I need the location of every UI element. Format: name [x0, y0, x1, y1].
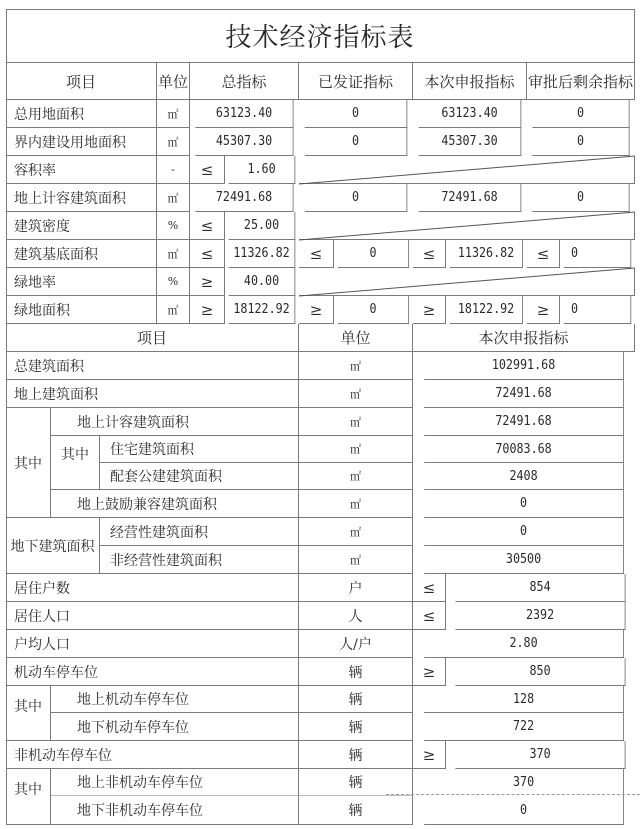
row-total: 11326.82 [229, 240, 296, 268]
row-unit: ㎡ [299, 518, 413, 546]
row-symbol: ≥ [413, 741, 446, 769]
row-unit: ㎡ [299, 408, 413, 436]
row-value: 72491.68 [424, 380, 624, 408]
merged-empty-cell [299, 156, 635, 184]
row-current: 18122.92 [450, 296, 523, 324]
bottom-header-item: 项目 [6, 324, 299, 352]
group-label-residential-of-which: 其中 [51, 436, 100, 490]
row-symbol: ≤ [413, 602, 446, 630]
row-item: 地上建筑面积 [6, 380, 299, 408]
row-item: 地上非机动车停车位 [51, 769, 299, 796]
row-item: 居住户数 [6, 574, 299, 602]
row-remaining-symbol: ≤ [527, 240, 560, 268]
row-item: 容积率 [6, 156, 157, 184]
row-value: 0 [424, 490, 624, 518]
row-total-symbol: ≤ [190, 240, 225, 268]
row-item: 界内建设用地面积 [6, 128, 157, 156]
row-total: 40.00 [229, 268, 296, 296]
row-value: 370 [424, 769, 624, 796]
row-item: 住宅建筑面积 [100, 436, 299, 463]
row-value: 722 [424, 713, 624, 741]
row-item: 非经营性建筑面积 [100, 546, 299, 574]
row-current-symbol: ≥ [413, 296, 446, 324]
dashed-separator-line [386, 794, 640, 795]
row-symbol: ≥ [413, 658, 446, 686]
row-remaining: 0 [564, 296, 632, 324]
row-value: 102991.68 [424, 352, 624, 380]
row-item: 地上鼓励兼容建筑面积 [51, 490, 299, 518]
row-unit: 辆 [299, 741, 413, 769]
row-remaining-symbol: ≥ [527, 296, 560, 324]
row-current: 72491.68 [419, 184, 522, 212]
row-item: 居住人口 [6, 602, 299, 630]
row-value: 2408 [424, 463, 624, 490]
merged-empty-cell [299, 268, 635, 296]
row-item: 户均人口 [6, 630, 299, 658]
row-issued-symbol: ≥ [299, 296, 334, 324]
row-current-symbol: ≤ [413, 240, 446, 268]
row-total: 25.00 [229, 212, 296, 240]
row-item: 地上计容建筑面积 [51, 408, 299, 436]
row-unit: ㎡ [299, 380, 413, 408]
group-label-motor-of-which: 其中 [6, 686, 51, 741]
row-value: 2.80 [424, 630, 624, 658]
page-title: 技术经济指标表 [6, 9, 635, 63]
row-remaining: 0 [532, 128, 629, 156]
row-item: 非机动车停车位 [6, 741, 299, 769]
row-issued: 0 [338, 240, 409, 268]
header-remaining: 审批后剩余指标 [527, 63, 635, 100]
row-value: 2392 [455, 602, 625, 630]
row-current: 11326.82 [450, 240, 523, 268]
row-item: 建筑密度 [6, 212, 157, 240]
header-current: 本次申报指标 [413, 63, 527, 100]
row-unit: ㎡ [299, 436, 413, 463]
row-unit: 户 [299, 574, 413, 602]
row-unit: 辆 [299, 796, 413, 825]
group-label-of-which: 其中 [6, 408, 51, 518]
row-unit: ㎡ [157, 100, 190, 128]
row-value: 370 [455, 741, 625, 769]
row-unit: 辆 [299, 769, 413, 796]
merged-empty-cell [299, 212, 635, 240]
row-unit: ㎡ [157, 296, 190, 324]
row-total-symbol: ≤ [190, 212, 225, 240]
header-unit: 单位 [157, 63, 190, 100]
header-total: 总指标 [190, 63, 299, 100]
row-total: 72491.68 [195, 184, 293, 212]
row-value: 0 [424, 518, 624, 546]
row-unit: 人/户 [299, 630, 413, 658]
row-unit: ㎡ [157, 184, 190, 212]
row-value: 854 [455, 574, 625, 602]
row-unit: 辆 [299, 686, 413, 713]
row-item: 绿地面积 [6, 296, 157, 324]
group-label-nonmotor-of-which: 其中 [6, 769, 51, 825]
row-total-symbol: ≥ [190, 268, 225, 296]
row-value: 850 [455, 658, 625, 686]
group-label-underground-area: 地下建筑面积 [6, 518, 100, 574]
row-issued: 0 [338, 296, 409, 324]
row-value: 70083.68 [424, 436, 624, 463]
row-remaining: 0 [564, 240, 632, 268]
row-item: 地下非机动车停车位 [51, 796, 299, 825]
row-unit: % [157, 268, 190, 296]
row-item: 总建筑面积 [6, 352, 299, 380]
row-unit: ㎡ [157, 128, 190, 156]
row-item: 地下机动车停车位 [51, 713, 299, 741]
header-item: 项目 [6, 63, 157, 100]
row-item: 地上计容建筑面积 [6, 184, 157, 212]
row-total: 63123.40 [195, 100, 293, 128]
row-value: 30500 [424, 546, 624, 574]
row-item: 配套公建建筑面积 [100, 463, 299, 490]
row-unit: ㎡ [299, 463, 413, 490]
row-current: 63123.40 [419, 100, 522, 128]
row-item: 机动车停车位 [6, 658, 299, 686]
row-total: 1.60 [229, 156, 296, 184]
row-item: 总用地面积 [6, 100, 157, 128]
row-item: 地上机动车停车位 [51, 686, 299, 713]
row-item: 建筑基底面积 [6, 240, 157, 268]
row-remaining: 0 [532, 184, 629, 212]
row-unit: % [157, 212, 190, 240]
row-issued: 0 [305, 128, 408, 156]
row-value: 0 [424, 796, 624, 825]
row-unit: 人 [299, 602, 413, 630]
row-total: 18122.92 [229, 296, 296, 324]
header-issued: 已发证指标 [299, 63, 413, 100]
row-unit: 辆 [299, 658, 413, 686]
bottom-header-unit: 单位 [299, 324, 413, 352]
row-total: 45307.30 [195, 128, 293, 156]
row-total-symbol: ≥ [190, 296, 225, 324]
row-issued: 0 [305, 100, 408, 128]
row-issued-symbol: ≤ [299, 240, 334, 268]
row-remaining: 0 [532, 100, 629, 128]
row-value: 128 [424, 686, 624, 713]
row-value: 72491.68 [424, 408, 624, 436]
row-unit: ㎡ [299, 352, 413, 380]
row-current: 45307.30 [419, 128, 522, 156]
row-item: 经营性建筑面积 [100, 518, 299, 546]
row-item: 绿地率 [6, 268, 157, 296]
row-unit: ㎡ [299, 490, 413, 518]
row-unit: 辆 [299, 713, 413, 741]
row-symbol: ≤ [413, 574, 446, 602]
row-unit: ㎡ [299, 546, 413, 574]
row-total-symbol: ≤ [190, 156, 225, 184]
row-unit: - [157, 156, 190, 184]
row-unit: ㎡ [157, 240, 190, 268]
bottom-header-value: 本次申报指标 [413, 324, 635, 352]
row-issued: 0 [305, 184, 408, 212]
